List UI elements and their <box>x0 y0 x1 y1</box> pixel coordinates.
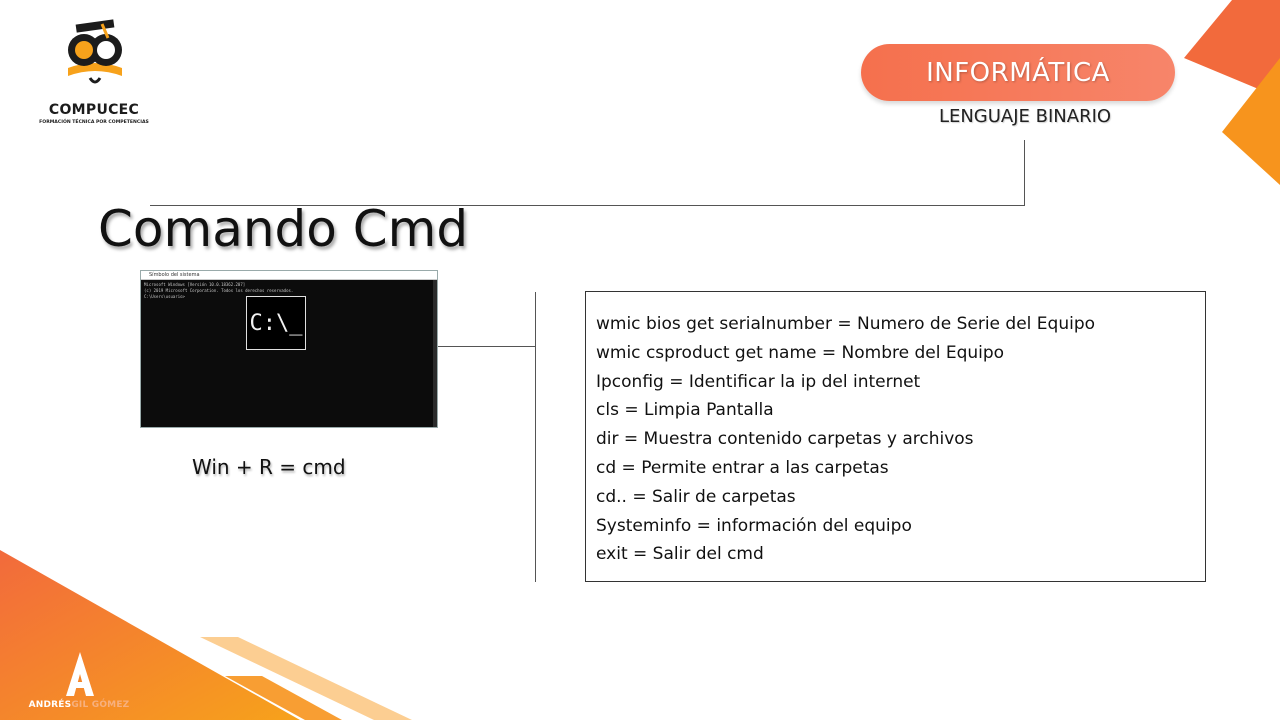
command-item: wmic bios get serialnumber = Numero de Serie del Equipo <box>596 314 1096 334</box>
connector-vertical-mid <box>535 292 536 582</box>
slide-title: Comando Cmd <box>98 200 469 258</box>
cmd-screenshot <box>140 270 438 428</box>
signature-logo <box>20 648 140 714</box>
signature-last: GIL GÓMEZ <box>71 700 130 710</box>
cmd-output-line: (c) 2019 Microsoft Corporation. Todos los derechos reservados. <box>144 288 294 293</box>
command-item: wmic csproduct get name = Nombre del Equipo <box>596 342 1005 363</box>
signature-first: ANDRÉS <box>28 700 72 710</box>
logo-tagline: FORMACIÓN TÉCNICA POR COMPETENCIAS <box>39 120 149 125</box>
command-item: Systeminfo = información del equipo <box>596 515 912 536</box>
cmd-output-line: C:\Users\usuario> <box>144 294 185 299</box>
topic-subtitle: LENGUAJE BINARIO <box>938 106 1112 127</box>
cmd-prompt-icon <box>246 296 306 350</box>
shortcut-text: Win + R = cmd <box>192 455 346 479</box>
cmd-icon-text: C:\_ <box>249 310 303 336</box>
owl-mortarboard-logo <box>60 18 130 90</box>
connector-horizontal-mid <box>438 346 535 347</box>
command-item: Ipconfig = Identificar la ip del internet <box>596 371 921 392</box>
command-item: cd.. = Salir de carpetas <box>596 486 796 507</box>
logo-name: COMPUCEC <box>48 102 140 118</box>
command-item: exit = Salir del cmd <box>596 544 764 565</box>
command-item: dir = Muestra contenido carpetas y archivos <box>596 429 974 450</box>
connector-vertical-top <box>1024 140 1025 206</box>
cmd-scrollbar <box>433 280 437 428</box>
compucec-logo <box>38 14 154 132</box>
commands-box <box>585 291 1206 582</box>
commands-list <box>596 310 1195 569</box>
command-item: cls = Limpia Pantalla <box>596 400 774 421</box>
subject-pill <box>861 44 1175 101</box>
cmd-output-line: Microsoft Windows [Versión 10.0.18362.207] <box>144 282 246 287</box>
cmd-titlebar: Símbolo del sistema <box>141 271 437 280</box>
subject-label: INFORMÁTICA <box>926 57 1110 88</box>
signature-text <box>20 700 138 710</box>
command-item: cd = Permite entrar a las carpetas <box>596 457 889 478</box>
